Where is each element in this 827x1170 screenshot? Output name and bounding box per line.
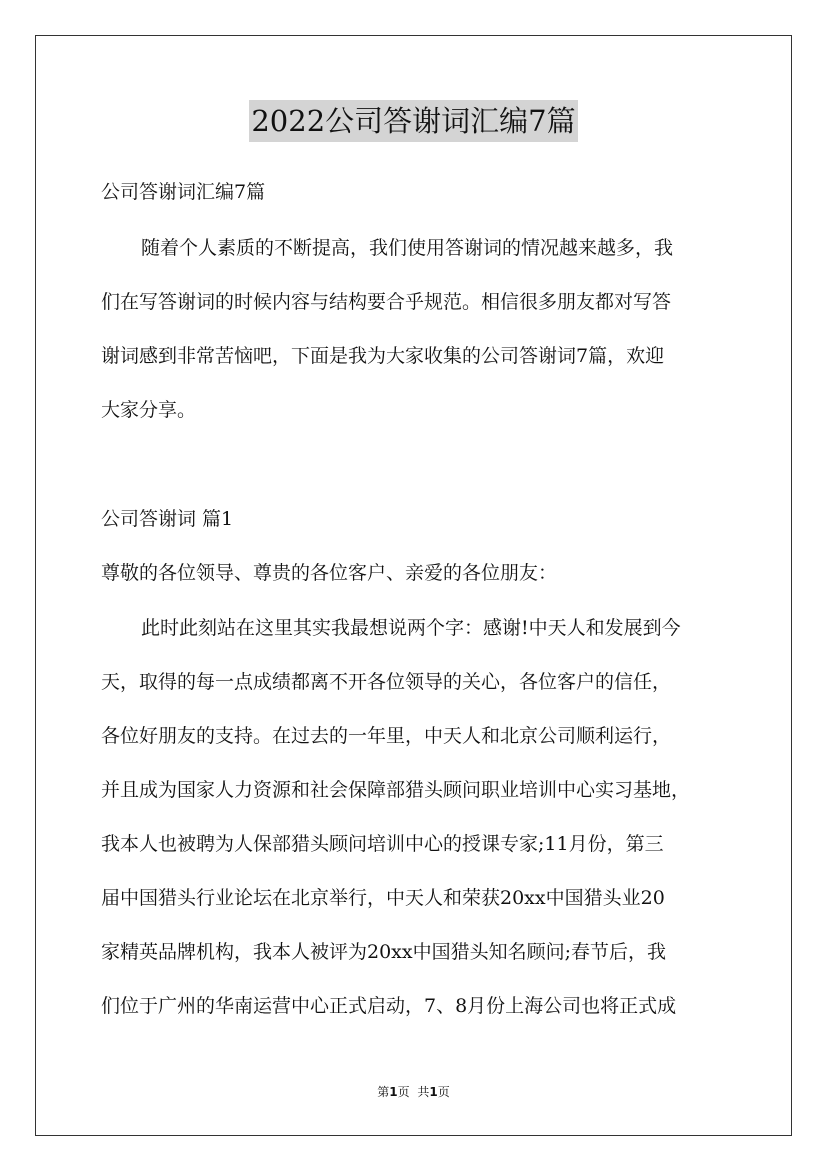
footer-total-suffix: 页 xyxy=(437,1085,450,1099)
footer-page-suffix: 页 xyxy=(397,1085,410,1099)
paragraph-line: 各位好朋友的支持。在过去的一年里，中天人和北京公司顺利运行， xyxy=(101,725,672,747)
paragraph-line: 随着个人素质的不断提高，我们使用答谢词的情况越来越多，我 xyxy=(141,237,674,259)
paragraph-line: 家精英品牌机构，我本人被评为20xx中国猎头知名顾问;春节后，我 xyxy=(101,941,667,963)
paragraph-line: 此时此刻站在这里其实我最想说两个字：感谢!中天人和发展到今 xyxy=(141,617,681,639)
subtitle-line: 公司答谢词汇编7篇 xyxy=(101,181,266,203)
document-title: 2022公司答谢词汇编7篇 xyxy=(249,100,577,142)
paragraph-line: 们在写答谢词的时候内容与结构要合乎规范。相信很多朋友都对写答 xyxy=(101,291,672,313)
footer-page-number: 1 xyxy=(389,1085,398,1099)
paragraph-line: 天，取得的每一点成绩都离不开各位领导的关心，各位客户的信任， xyxy=(101,671,672,693)
paragraph-line: 们位于广州的华南运营中心正式启动，7、8月份上海公司也将正式成 xyxy=(101,995,677,1017)
section-heading: 公司答谢词 篇1 xyxy=(101,508,234,530)
paragraph-line: 谢词感到非常苦恼吧，下面是我为大家收集的公司答谢词7篇，欢迎 xyxy=(101,345,665,367)
footer-page-prefix: 第 xyxy=(377,1085,390,1099)
salutation-line: 尊敬的各位领导、尊贵的各位客户、亲爱的各位朋友： xyxy=(101,562,558,584)
page-footer xyxy=(0,1084,827,1100)
paragraph-line: 并且成为国家人力资源和社会保障部猎头顾问职业培训中心实习基地， xyxy=(101,779,691,801)
footer-total-number: 1 xyxy=(429,1085,438,1099)
footer-total-prefix: 共 xyxy=(417,1085,430,1099)
paragraph-line: 届中国猎头行业论坛在北京举行，中天人和荣获20xx中国猎头业20 xyxy=(101,887,665,909)
paragraph-line: 我本人也被聘为人保部猎头顾问培训中心的授课专家;11月份，第三 xyxy=(101,833,664,855)
paragraph-line: 大家分享。 xyxy=(101,399,197,421)
title-wrap xyxy=(0,100,827,142)
